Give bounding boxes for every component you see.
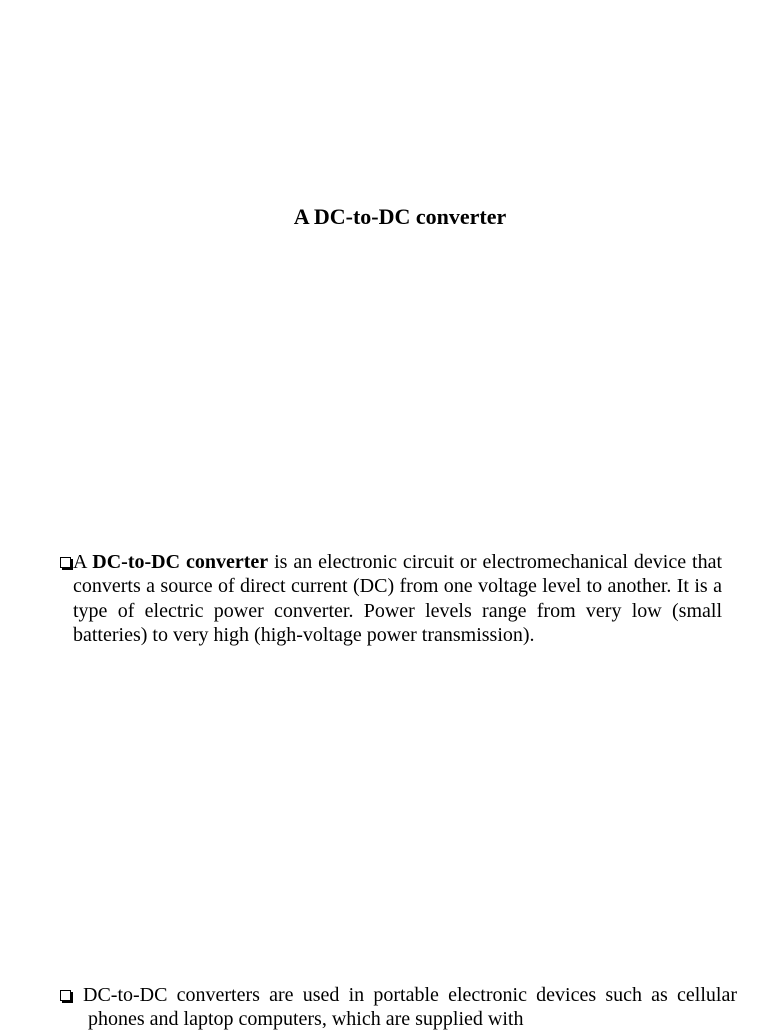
definition-lead: A xyxy=(73,551,93,573)
usage-body: DC-to-DC converters are used in portable electronic devices such as cellular phones and laptop computers, which are supplied with xyxy=(83,984,737,1031)
definition-paragraph xyxy=(60,550,722,648)
page-title: A DC-to-DC converter xyxy=(293,204,507,229)
definition-body: is an electronic circuit or electromechanical device that converts a source of direct current (DC) from one voltage level to another. It is a type of electric power converter. Power levels range from very low (small batteries) to very high (high-voltage power transmission). xyxy=(73,551,723,647)
definition-term: DC-to-DC converter xyxy=(92,551,269,573)
checkbox-bullet-icon xyxy=(60,990,71,1001)
checkbox-bullet-icon xyxy=(60,557,71,568)
usage-paragraph xyxy=(60,983,737,1032)
